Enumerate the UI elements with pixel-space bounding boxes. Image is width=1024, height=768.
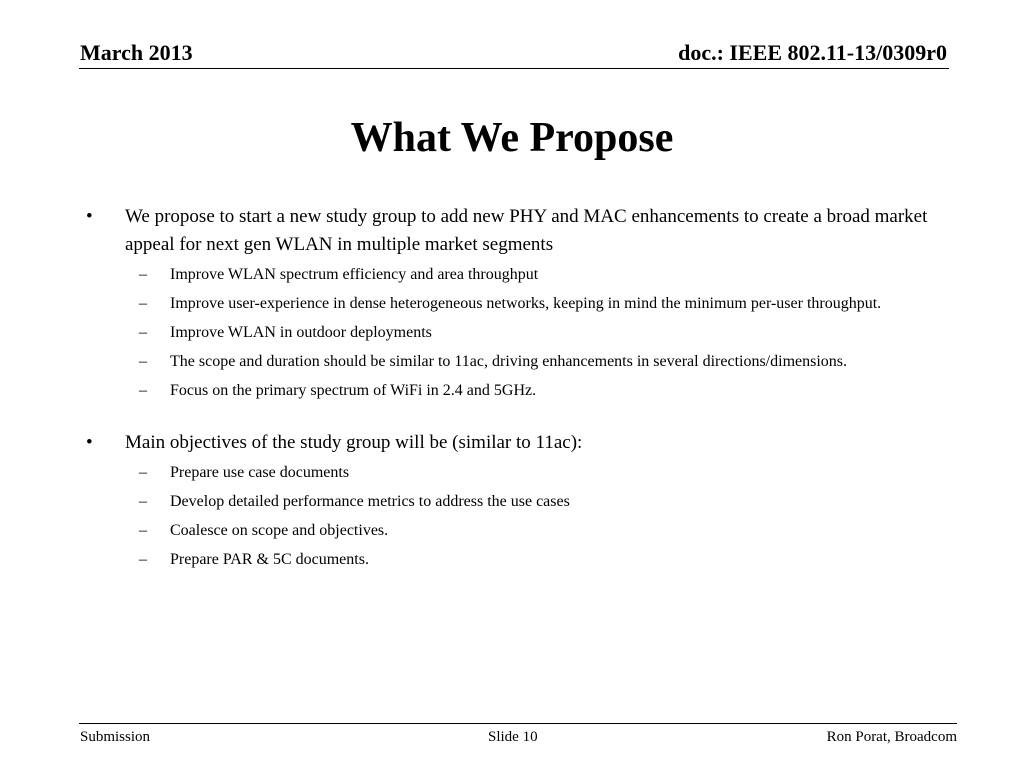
slide-body — [86, 203, 946, 577]
sub-bullet-item — [86, 263, 946, 287]
sub-bullet-item — [86, 548, 946, 572]
sub-bullet-item — [86, 292, 946, 316]
sub-bullet-marker: – — [139, 324, 147, 341]
sub-bullet-marker: – — [139, 464, 147, 481]
sub-bullet-marker: – — [139, 493, 147, 510]
header-doc-id: doc.: IEEE 802.11-13/0309r0 — [678, 40, 947, 65]
slide-title: What We Propose — [350, 115, 674, 161]
sub-bullet-text: Coalesce on scope and objectives. — [170, 522, 389, 539]
sub-bullet-text: Focus on the primary spectrum of WiFi in 2.4 and 5GHz. — [170, 382, 537, 399]
bullet-item — [86, 429, 946, 457]
sub-bullet-item — [86, 519, 946, 543]
sub-bullet-text: Improve WLAN spectrum efficiency and area throughput — [170, 266, 539, 283]
sub-bullet-marker: – — [139, 353, 147, 370]
bullet-group-1 — [86, 203, 946, 403]
sub-bullet-text: Improve user-experience in dense heterogeneous networks, keeping in mind the minimum per-user throughput. — [170, 295, 882, 312]
sub-bullet-item — [86, 379, 946, 403]
footer-divider — [79, 723, 957, 724]
bullet-text: Main objectives of the study group will be (similar to 11ac): — [125, 432, 583, 453]
sub-bullet-marker: – — [139, 551, 147, 568]
footer-author: Ron Porat, Broadcom — [826, 729, 957, 745]
header-date: March 2013 — [80, 40, 193, 65]
sub-bullet-text: Improve WLAN in outdoor deployments — [170, 324, 432, 341]
bullet-group-2 — [86, 429, 946, 572]
sub-bullet-item — [86, 321, 946, 345]
sub-bullet-text: Develop detailed performance metrics to address the use cases — [170, 493, 570, 510]
sub-bullet-item — [86, 490, 946, 514]
bullet-item — [86, 203, 946, 259]
sub-bullet-list — [86, 263, 946, 403]
footer-slide-number: Slide 10 — [488, 729, 538, 745]
sub-bullet-text: The scope and duration should be similar to 11ac, driving enhancements in several directions/dimensions. — [170, 353, 848, 370]
bullet-text: We propose to start a new study group to add new PHY and MAC enhancements to create a broad market appeal for next gen WLAN in multiple market segments — [125, 206, 928, 255]
header-divider — [79, 68, 949, 69]
footer-submission: Submission — [80, 729, 151, 745]
sub-bullet-marker: – — [139, 382, 147, 399]
sub-bullet-marker: – — [139, 295, 147, 312]
sub-bullet-marker: – — [139, 266, 147, 283]
bullet-marker: • — [86, 206, 93, 227]
sub-bullet-text: Prepare PAR & 5C documents. — [170, 551, 369, 568]
sub-bullet-list — [86, 461, 946, 572]
sub-bullet-text: Prepare use case documents — [170, 464, 350, 481]
bullet-marker: • — [86, 432, 93, 453]
sub-bullet-item — [86, 350, 946, 374]
sub-bullet-marker: – — [139, 522, 147, 539]
sub-bullet-item — [86, 461, 946, 485]
